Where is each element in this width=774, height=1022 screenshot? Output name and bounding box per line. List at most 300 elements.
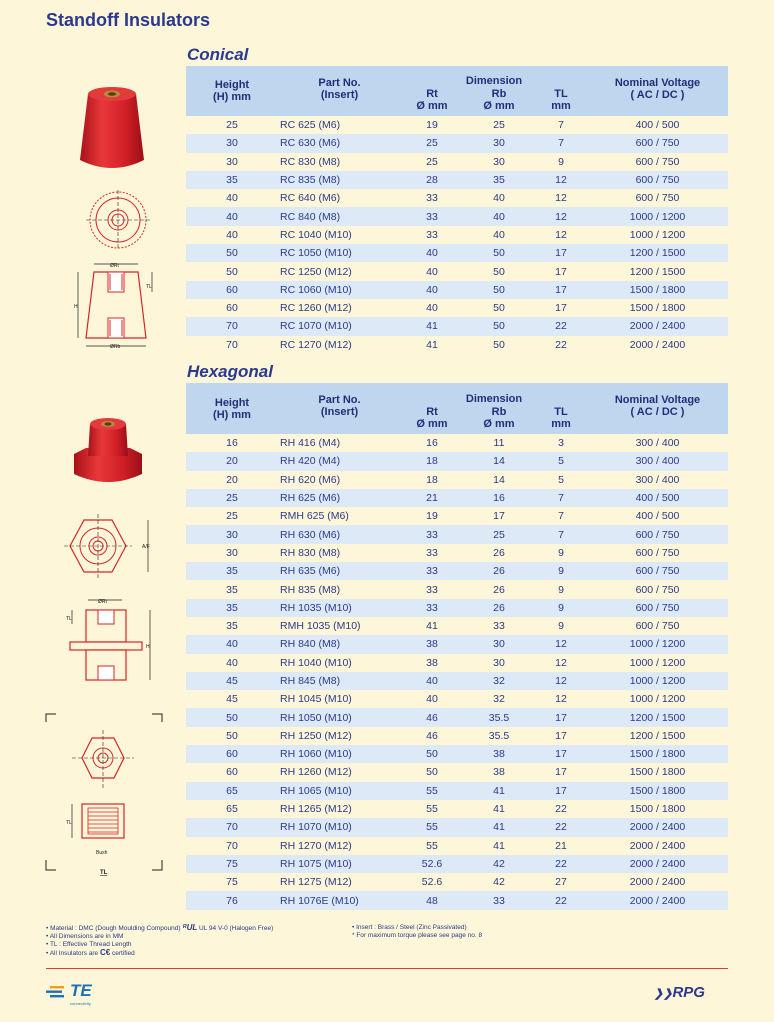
rt-cell: 55: [401, 837, 463, 855]
voltage-cell: 1200 / 1500: [587, 708, 728, 726]
part-no-cell: RH 1275 (M12): [278, 873, 401, 891]
rt-cell: 40: [401, 262, 463, 280]
rt-cell: 55: [401, 782, 463, 800]
conical-table: [186, 66, 728, 354]
tl-cell: 9: [535, 580, 587, 598]
part-no-cell: RH 1045 (M10): [278, 690, 401, 708]
voltage-cell: 1500 / 1800: [587, 800, 728, 818]
part-no-cell: RH 1065 (M10): [278, 782, 401, 800]
part-no-cell: RH 1050 (M10): [278, 708, 401, 726]
rpg-logo: ❯❯RPG: [654, 984, 705, 1001]
page-title: Standoff Insulators: [46, 10, 211, 30]
table-row: [186, 525, 728, 543]
height-cell: 45: [186, 672, 278, 690]
part-no-cell: RC 1040 (M10): [278, 226, 401, 244]
table-row: [186, 116, 728, 134]
rt-cell: 52.6: [401, 855, 463, 873]
height-cell: 50: [186, 727, 278, 745]
table-row: [186, 873, 728, 891]
rt-cell: 25: [401, 153, 463, 171]
tl-cell: 9: [535, 599, 587, 617]
rt-cell: 55: [401, 818, 463, 836]
voltage-cell: 1000 / 1200: [587, 672, 728, 690]
voltage-cell: 600 / 750: [587, 189, 728, 207]
voltage-cell: 300 / 400: [587, 452, 728, 470]
tl-cell: 7: [535, 489, 587, 507]
height-cell: 50: [186, 244, 278, 262]
rt-cell: 19: [401, 507, 463, 525]
part-no-cell: RH 416 (M4): [278, 434, 401, 452]
part-no-cell: RH 625 (M6): [278, 489, 401, 507]
part-no-cell: RC 830 (M8): [278, 153, 401, 171]
table-row: [186, 690, 728, 708]
footer-divider: [46, 968, 728, 969]
table-row: [186, 562, 728, 580]
rb-cell: 40: [463, 226, 535, 244]
table-row: [186, 489, 728, 507]
part-no-header: Part No. (Insert): [278, 66, 401, 116]
hexagonal-insulator-image: [70, 414, 146, 492]
table-row: [186, 818, 728, 836]
height-cell: 45: [186, 690, 278, 708]
height-cell: 40: [186, 226, 278, 244]
tl-note-label: TL: [100, 870, 108, 876]
part-no-cell: RC 625 (M6): [278, 116, 401, 134]
part-no-cell: RMH 625 (M6): [278, 507, 401, 525]
rb-cell: 25: [463, 525, 535, 543]
ce-mark-icon: C€: [99, 948, 111, 957]
footnotes-right: • Insert : Brass / Steel (Zinc Passivated) * For maximum torque please see page no. 8: [352, 924, 483, 939]
part-no-cell: RC 1260 (M12): [278, 299, 401, 317]
rb-cell: 41: [463, 818, 535, 836]
rb-cell: 50: [463, 262, 535, 280]
height-cell: 25: [186, 116, 278, 134]
table-row: [186, 708, 728, 726]
voltage-cell: 600 / 750: [587, 599, 728, 617]
rb-cell: 32: [463, 690, 535, 708]
ul-logo-icon: ᴿUL: [182, 923, 198, 932]
tl-cell: 9: [535, 544, 587, 562]
rt-cell: 33: [401, 525, 463, 543]
height-cell: 50: [186, 708, 278, 726]
part-no-cell: RC 835 (M8): [278, 171, 401, 189]
table-row: [186, 507, 728, 525]
rb-cell: 26: [463, 544, 535, 562]
conical-insulator-image: [76, 84, 148, 174]
part-no-cell: RH 1040 (M10): [278, 654, 401, 672]
rt-cell: 41: [401, 317, 463, 335]
height-header: Height (H) mm: [186, 66, 278, 116]
tl-cell: 17: [535, 708, 587, 726]
table-row: [186, 782, 728, 800]
voltage-cell: 1500 / 1800: [587, 745, 728, 763]
tl-cell: 17: [535, 727, 587, 745]
rb-cell: 26: [463, 580, 535, 598]
tl-cell: 7: [535, 507, 587, 525]
tl-cell: 22: [535, 317, 587, 335]
svg-text:TL: TL: [66, 616, 72, 622]
part-no-cell: RH 1250 (M12): [278, 727, 401, 745]
rb-cell: 50: [463, 317, 535, 335]
tl-cell: 22: [535, 818, 587, 836]
rt-cell: 33: [401, 226, 463, 244]
rt-cell: 40: [401, 244, 463, 262]
rb-cell: 16: [463, 489, 535, 507]
part-no-cell: RH 1060 (M10): [278, 745, 401, 763]
voltage-cell: 2000 / 2400: [587, 891, 728, 909]
tl-cell: 12: [535, 207, 587, 225]
height-cell: 40: [186, 207, 278, 225]
rt-cell: 50: [401, 745, 463, 763]
height-cell: 76: [186, 891, 278, 909]
rb-cell: 26: [463, 562, 535, 580]
table-row: [186, 763, 728, 781]
rt-cell: 33: [401, 189, 463, 207]
height-cell: 70: [186, 818, 278, 836]
height-cell: 25: [186, 489, 278, 507]
svg-text:H: H: [146, 644, 150, 650]
part-no-cell: RH 845 (M8): [278, 672, 401, 690]
height-cell: 20: [186, 452, 278, 470]
part-no-cell: RC 1250 (M12): [278, 262, 401, 280]
rt-cell: 41: [401, 336, 463, 354]
table-row: [186, 171, 728, 189]
rt-cell: 33: [401, 580, 463, 598]
af-dimension-label: A/F: [142, 544, 150, 550]
rt-cell: 40: [401, 672, 463, 690]
height-cell: 40: [186, 654, 278, 672]
table-row: [186, 544, 728, 562]
voltage-header: Nominal Voltage ( AC / DC ): [587, 66, 728, 116]
height-cell: 20: [186, 471, 278, 489]
tl-cell: 17: [535, 299, 587, 317]
rt-cell: 16: [401, 434, 463, 452]
voltage-cell: 600 / 750: [587, 153, 728, 171]
svg-text:ØRt: ØRt: [98, 599, 107, 605]
voltage-cell: 1500 / 1800: [587, 782, 728, 800]
part-no-cell: RH 1260 (M12): [278, 763, 401, 781]
rt-cell: 33: [401, 544, 463, 562]
tl-cell: 27: [535, 873, 587, 891]
voltage-cell: 2000 / 2400: [587, 818, 728, 836]
rb-cell: 25: [463, 116, 535, 134]
hexagonal-top-view-drawing: [62, 512, 156, 582]
tl-cell: 17: [535, 745, 587, 763]
svg-text:TL: TL: [66, 820, 72, 826]
table-row: [186, 727, 728, 745]
rb-cell: 41: [463, 837, 535, 855]
tl-cell: 22: [535, 855, 587, 873]
bush-label: Bush: [96, 850, 108, 856]
height-cell: 30: [186, 153, 278, 171]
table-row: [186, 281, 728, 299]
voltage-cell: 1000 / 1200: [587, 635, 728, 653]
table-row: [186, 837, 728, 855]
tl-cell: 3: [535, 434, 587, 452]
height-cell: 65: [186, 782, 278, 800]
rb-cell: 42: [463, 873, 535, 891]
height-cell: 30: [186, 525, 278, 543]
table-row: [186, 654, 728, 672]
conical-top-view-drawing: [84, 190, 156, 252]
voltage-cell: 1000 / 1200: [587, 654, 728, 672]
table-row: [186, 800, 728, 818]
conical-section-title: Conical: [187, 45, 249, 64]
tl-cell: 22: [535, 891, 587, 909]
part-no-cell: RC 1050 (M10): [278, 244, 401, 262]
tl-cell: 7: [535, 134, 587, 152]
part-no-cell: RH 830 (M8): [278, 544, 401, 562]
rb-cell: 33: [463, 891, 535, 909]
voltage-cell: 2000 / 2400: [587, 317, 728, 335]
voltage-cell: 400 / 500: [587, 507, 728, 525]
tl-cell: 12: [535, 189, 587, 207]
rb-cell: 40: [463, 189, 535, 207]
voltage-header: Nominal Voltage ( AC / DC ): [587, 383, 728, 434]
table-row: [186, 580, 728, 598]
voltage-cell: 1500 / 1800: [587, 299, 728, 317]
height-cell: 35: [186, 562, 278, 580]
rt-cell: 46: [401, 708, 463, 726]
voltage-cell: 2000 / 2400: [587, 336, 728, 354]
part-no-cell: RC 640 (M6): [278, 189, 401, 207]
rt-cell: 21: [401, 489, 463, 507]
voltage-cell: 2000 / 2400: [587, 855, 728, 873]
voltage-cell: 300 / 400: [587, 471, 728, 489]
hexagonal-side-view-drawing: [62, 594, 156, 690]
rt-cell: 48: [401, 891, 463, 909]
height-cell: 35: [186, 617, 278, 635]
height-cell: 65: [186, 800, 278, 818]
part-no-cell: RH 420 (M4): [278, 452, 401, 470]
tl-cell: 9: [535, 617, 587, 635]
voltage-cell: 1000 / 1200: [587, 226, 728, 244]
rt-cell: 33: [401, 207, 463, 225]
height-cell: 75: [186, 855, 278, 873]
te-stripes-icon: [46, 985, 68, 999]
rt-cell: 40: [401, 299, 463, 317]
voltage-cell: 600 / 750: [587, 580, 728, 598]
height-cell: 16: [186, 434, 278, 452]
rb-cell: 14: [463, 471, 535, 489]
tl-cell: 22: [535, 336, 587, 354]
rt-cell: 46: [401, 727, 463, 745]
height-cell: 60: [186, 763, 278, 781]
height-cell: 70: [186, 317, 278, 335]
voltage-cell: 300 / 400: [587, 434, 728, 452]
table-row: [186, 244, 728, 262]
h-dimension-label: H: [74, 304, 78, 310]
table-row: [186, 153, 728, 171]
table-row: [186, 262, 728, 280]
table-row: [186, 189, 728, 207]
tl-cell: 7: [535, 525, 587, 543]
tl-cell: 9: [535, 562, 587, 580]
voltage-cell: 2000 / 2400: [587, 837, 728, 855]
rb-cell: 38: [463, 745, 535, 763]
table-row: [186, 745, 728, 763]
table-row: [186, 855, 728, 873]
tl-cell: 12: [535, 672, 587, 690]
part-no-cell: RH 1270 (M12): [278, 837, 401, 855]
hexagonal-table: [186, 383, 728, 910]
height-cell: 35: [186, 599, 278, 617]
height-cell: 35: [186, 171, 278, 189]
rt-cell: 38: [401, 654, 463, 672]
dimension-header: Dimension Rt Ø mm Rb Ø mm TL mm: [401, 383, 587, 434]
tl-cell: 5: [535, 471, 587, 489]
voltage-cell: 400 / 500: [587, 489, 728, 507]
voltage-cell: 1000 / 1200: [587, 207, 728, 225]
table-row: [186, 891, 728, 909]
rb-cell: 42: [463, 855, 535, 873]
part-no-header: Part No. (Insert): [278, 383, 401, 434]
part-no-cell: RH 1075 (M10): [278, 855, 401, 873]
table-row: [186, 226, 728, 244]
voltage-cell: 1500 / 1800: [587, 281, 728, 299]
table-row: [186, 635, 728, 653]
rb-cell: 50: [463, 281, 535, 299]
rt-cell: 18: [401, 471, 463, 489]
tl-cell: 17: [535, 281, 587, 299]
voltage-cell: 2000 / 2400: [587, 873, 728, 891]
tl-cell: 21: [535, 837, 587, 855]
rt-cell: 18: [401, 452, 463, 470]
rb-cell: 50: [463, 244, 535, 262]
rb-cell: 41: [463, 800, 535, 818]
height-cell: 30: [186, 134, 278, 152]
tl-cell: 12: [535, 654, 587, 672]
table-row: [186, 134, 728, 152]
rb-cell: 30: [463, 134, 535, 152]
height-header: Height (H) mm: [186, 383, 278, 434]
rb-cell: 35.5: [463, 708, 535, 726]
tl-cell: 12: [535, 690, 587, 708]
rt-cell: 50: [401, 763, 463, 781]
table-row: [186, 672, 728, 690]
rb-cell: 35: [463, 171, 535, 189]
rb-cell: 32: [463, 672, 535, 690]
part-no-cell: RC 1060 (M10): [278, 281, 401, 299]
part-no-cell: RH 1035 (M10): [278, 599, 401, 617]
rt-cell: 38: [401, 635, 463, 653]
part-no-cell: RH 1070 (M10): [278, 818, 401, 836]
tl-cell: 17: [535, 244, 587, 262]
part-no-cell: RC 840 (M8): [278, 207, 401, 225]
height-cell: 50: [186, 262, 278, 280]
tl-cell: 12: [535, 171, 587, 189]
tl-cell: 12: [535, 226, 587, 244]
voltage-cell: 1200 / 1500: [587, 727, 728, 745]
tl-cell: 17: [535, 763, 587, 781]
voltage-cell: 1200 / 1500: [587, 262, 728, 280]
rb-cell: 35.5: [463, 727, 535, 745]
rt-cell: 25: [401, 134, 463, 152]
table-row: [186, 207, 728, 225]
rb-cell: 40: [463, 207, 535, 225]
voltage-cell: 600 / 750: [587, 134, 728, 152]
part-no-cell: RC 1270 (M12): [278, 336, 401, 354]
part-no-cell: RH 835 (M8): [278, 580, 401, 598]
table-row: [186, 434, 728, 452]
tl-cell: 22: [535, 800, 587, 818]
part-no-cell: RH 630 (M6): [278, 525, 401, 543]
height-cell: 40: [186, 189, 278, 207]
rt-cell: 55: [401, 800, 463, 818]
tl-cell: 17: [535, 262, 587, 280]
footnotes-left: • Material : DMC (Dough Moulding Compound) ᴿUL UL 94 V-0 (Halogen Free) • All Dimensions are in MM • TL : Effective Thread Length • All Insulators are C€ certified: [46, 923, 274, 957]
conical-side-view-drawing: [72, 258, 162, 350]
rt-cell: 19: [401, 116, 463, 134]
rb-cell: 41: [463, 782, 535, 800]
rb-cell: 30: [463, 153, 535, 171]
rb-dimension-label: ØRb: [110, 344, 121, 350]
part-no-cell: RH 1076E (M10): [278, 891, 401, 909]
height-cell: 40: [186, 635, 278, 653]
rt-dimension-label: ØRt: [110, 263, 119, 269]
height-cell: 30: [186, 544, 278, 562]
rt-cell: 40: [401, 281, 463, 299]
voltage-cell: 600 / 750: [587, 562, 728, 580]
height-cell: 60: [186, 745, 278, 763]
tl-cell: 9: [535, 153, 587, 171]
voltage-cell: 1000 / 1200: [587, 690, 728, 708]
rb-cell: 50: [463, 336, 535, 354]
voltage-cell: 400 / 500: [587, 116, 728, 134]
tl-cell: 5: [535, 452, 587, 470]
tl-cell: 7: [535, 116, 587, 134]
height-cell: 75: [186, 873, 278, 891]
height-cell: 60: [186, 299, 278, 317]
rt-cell: 41: [401, 617, 463, 635]
height-cell: 60: [186, 281, 278, 299]
height-cell: 70: [186, 336, 278, 354]
rb-cell: 14: [463, 452, 535, 470]
table-row: [186, 336, 728, 354]
voltage-cell: 600 / 750: [587, 617, 728, 635]
table-row: [186, 299, 728, 317]
voltage-cell: 1500 / 1800: [587, 763, 728, 781]
part-no-cell: RC 1070 (M10): [278, 317, 401, 335]
rb-cell: 26: [463, 599, 535, 617]
tl-cell: 17: [535, 782, 587, 800]
part-no-cell: RH 840 (M8): [278, 635, 401, 653]
part-no-cell: RC 630 (M6): [278, 134, 401, 152]
part-no-cell: RH 635 (M6): [278, 562, 401, 580]
height-cell: 70: [186, 837, 278, 855]
hexagonal-section-title: Hexagonal: [187, 362, 273, 381]
rpg-chevron-icon: ❯❯: [654, 988, 673, 1000]
rt-cell: 33: [401, 562, 463, 580]
bush-insert-drawing: [44, 712, 166, 878]
voltage-cell: 1200 / 1500: [587, 244, 728, 262]
voltage-cell: 600 / 750: [587, 544, 728, 562]
voltage-cell: 600 / 750: [587, 525, 728, 543]
height-cell: 25: [186, 507, 278, 525]
part-no-cell: RH 1265 (M12): [278, 800, 401, 818]
rb-cell: 38: [463, 763, 535, 781]
part-no-cell: RMH 1035 (M10): [278, 617, 401, 635]
tl-dimension-label: TL: [146, 284, 152, 290]
rb-cell: 17: [463, 507, 535, 525]
table-row: [186, 471, 728, 489]
rb-cell: 33: [463, 617, 535, 635]
rb-cell: 11: [463, 434, 535, 452]
table-row: [186, 599, 728, 617]
dimension-header: Dimension Rt Ø mm Rb Ø mm TL mm: [401, 66, 587, 116]
table-row: [186, 317, 728, 335]
table-row: [186, 617, 728, 635]
